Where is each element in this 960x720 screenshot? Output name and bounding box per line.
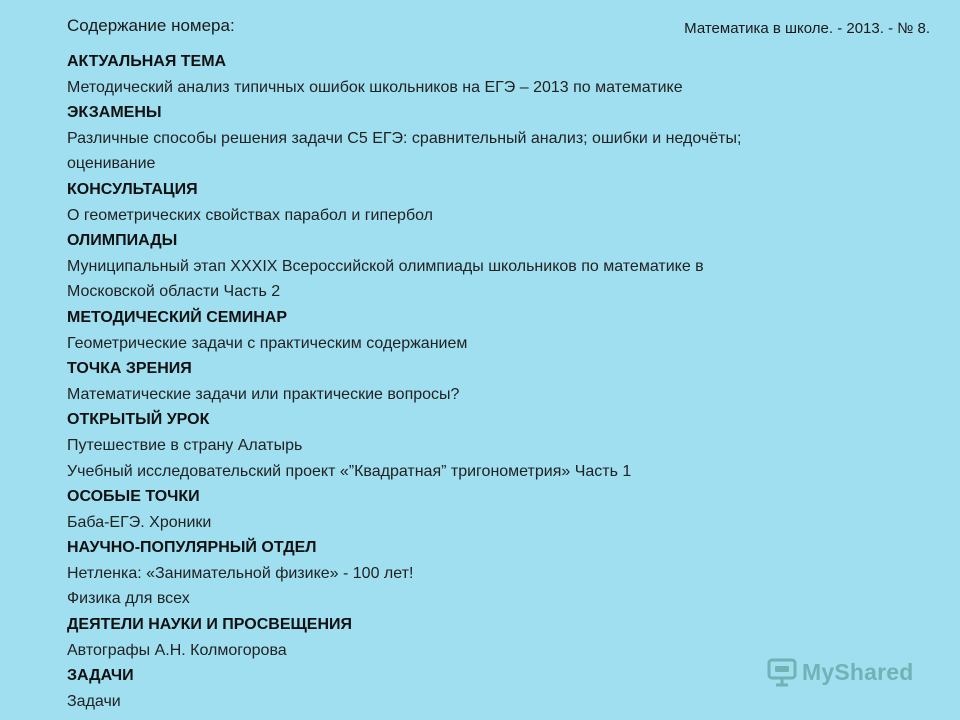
toc-section-heading: ОЛИМПИАДЫ bbox=[67, 232, 178, 250]
toc-section-heading: АКТУАЛЬНАЯ ТЕМА bbox=[67, 53, 227, 70]
watermark-text: MyShared bbox=[802, 658, 914, 685]
myshared-watermark bbox=[766, 656, 914, 688]
presentation-board-icon bbox=[766, 656, 798, 688]
toc-article-title: Автографы А.Н. Колмогорова bbox=[67, 641, 287, 659]
toc-section-heading: НАУЧНО-ПОПУЛЯРНЫЙ ОТДЕЛ bbox=[67, 539, 317, 557]
toc-article-title: оценивание bbox=[67, 155, 156, 173]
toc-section-heading: ОТКРЫТЫЙ УРОК bbox=[67, 411, 210, 429]
toc-article-title: Геометрические задачи с практическим содержанием bbox=[67, 334, 468, 352]
page-title: Содержание номера: bbox=[67, 16, 235, 35]
toc-article-title: Физика для всех bbox=[67, 590, 190, 608]
toc-section-heading: МЕТОДИЧЕСКИЙ СЕМИНАР bbox=[67, 308, 288, 326]
toc-section-heading: ОСОБЫЕ ТОЧКИ bbox=[67, 488, 200, 506]
toc-section-heading: ЗАДАЧИ bbox=[67, 667, 134, 685]
toc-article-title: О геометрических свойствах парабол и гипербол bbox=[67, 206, 433, 224]
toc-article-title: Задачи bbox=[67, 692, 121, 710]
toc-section-heading: КОНСУЛЬТАЦИЯ bbox=[67, 180, 198, 198]
toc-article-title: Баба-ЕГЭ. Хроники bbox=[67, 513, 212, 531]
table-of-contents bbox=[67, 49, 927, 714]
toc-section-heading: ЭКЗАМЕНЫ bbox=[67, 104, 162, 122]
toc-section-heading: ТОЧКА ЗРЕНИЯ bbox=[67, 360, 192, 378]
journal-reference: Математика в школе. - 2013. - № 8. bbox=[684, 20, 930, 37]
toc-article-title: Нетленка: «Занимательной физике» - 100 лет! bbox=[67, 564, 414, 582]
toc-article-title: Московской области Часть 2 bbox=[67, 283, 281, 301]
toc-article-title: Различные способы решения задачи С5 ЕГЭ: сравнительный анализ; ошибки и недочёты; bbox=[67, 129, 742, 147]
toc-article-title: Математические задачи или практические вопросы? bbox=[67, 385, 460, 403]
toc-article-title: Муниципальный этап XXXIX Всероссийской олимпиады школьников по математике в bbox=[67, 257, 704, 275]
toc-article-title: Путешествие в страну Алатырь bbox=[67, 436, 303, 454]
toc-section-heading: ДЕЯТЕЛИ НАУКИ И ПРОСВЕЩЕНИЯ bbox=[67, 616, 353, 634]
toc-article-title: Учебный исследовательский проект «”Квадратная” тригонометрия» Часть 1 bbox=[67, 462, 632, 480]
toc-article-title: Методический анализ типичных ошибок школьников на ЕГЭ – 2013 по математике bbox=[67, 78, 683, 96]
